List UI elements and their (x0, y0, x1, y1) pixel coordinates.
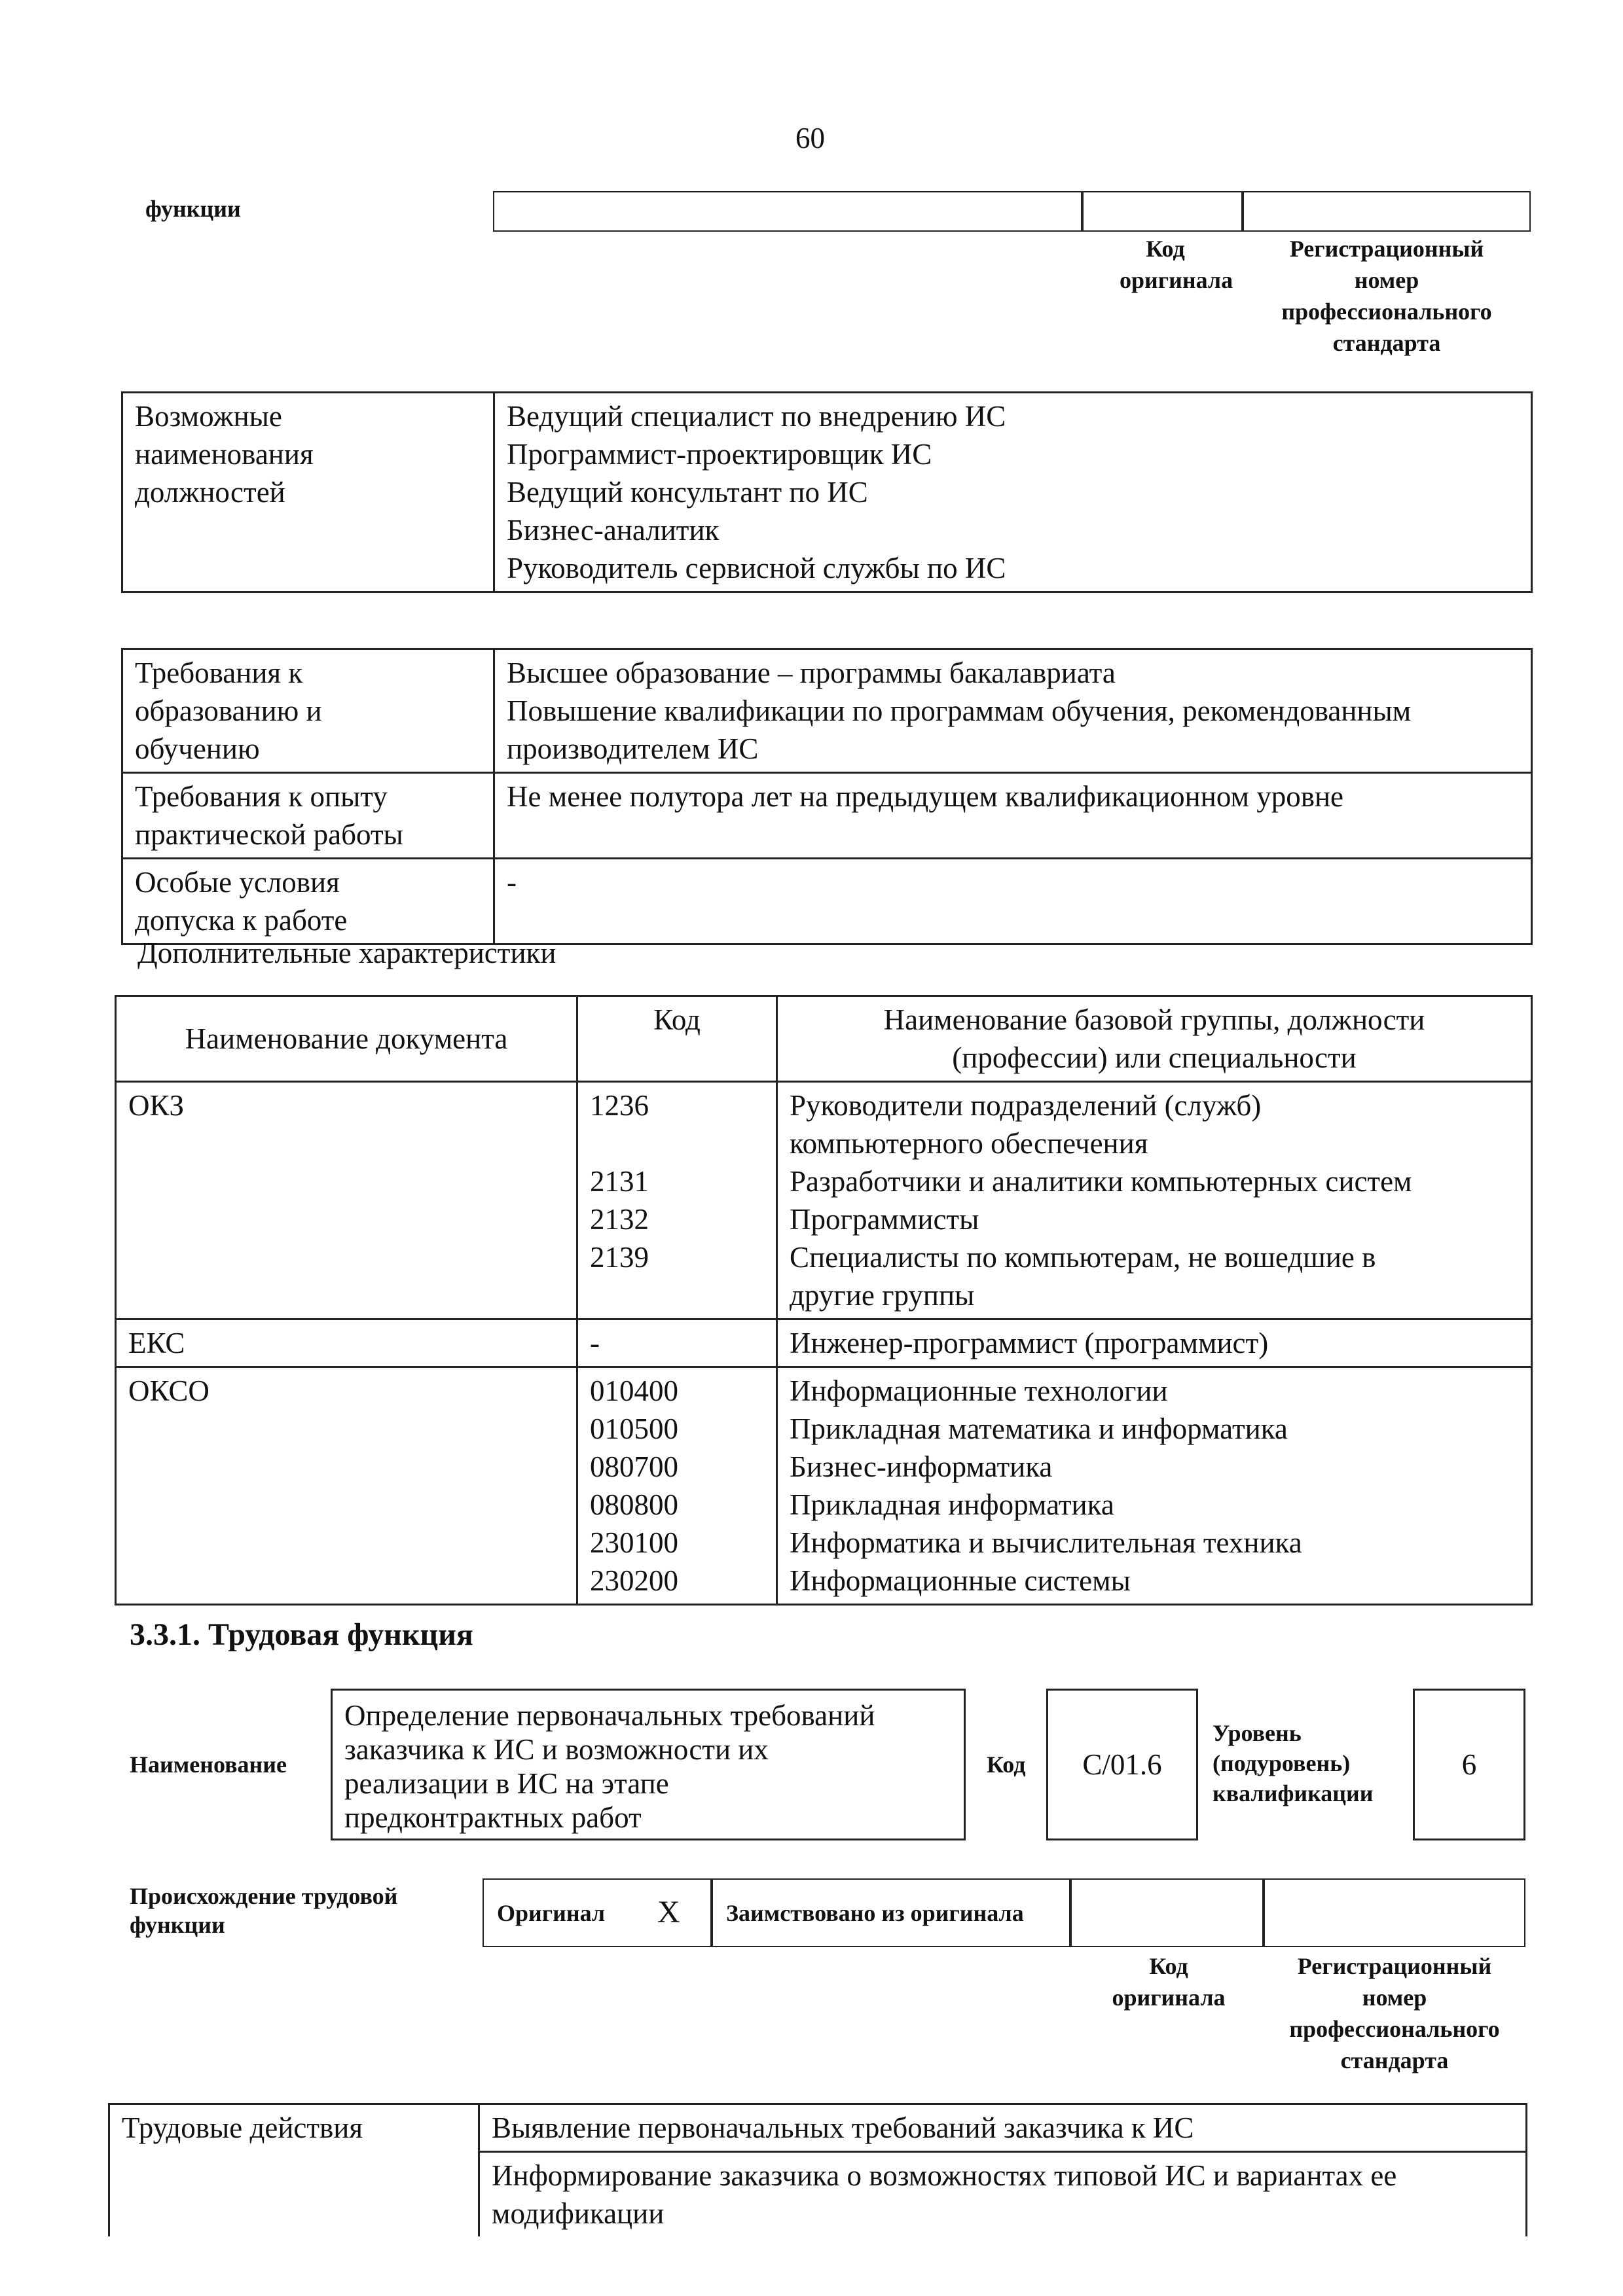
origin-reg-caption: Регистрационный номер профессионального стандарта (1289, 1953, 1500, 2073)
code-label: Код (987, 1751, 1026, 1778)
actions-table (108, 2103, 1527, 2236)
top-reg-caption: Регистрационный номер профессионального стандарта (1281, 236, 1492, 356)
education-row (122, 649, 1532, 773)
origin-code-caption: Код оригинала (1112, 1953, 1226, 2011)
function-label: функции (145, 196, 241, 222)
positions-table (121, 391, 1533, 593)
header-code: Код (577, 996, 777, 1082)
function-name-box: Определение первоначальных требований заказчика к ИС и возможности их реализации в ИС на этапе предконтрактных работ (331, 1689, 966, 1840)
group-codes: - (577, 1319, 777, 1367)
position-item: Ведущий консультант по ИС (507, 476, 868, 509)
group-codes: 1236 2131 2132 2139 (577, 1082, 777, 1319)
position-item: Программист-проектировщик ИС (507, 438, 932, 471)
additional-title: Дополнительные характеристики (137, 937, 556, 969)
experience-label: Требования к опыту практической работы (122, 773, 494, 859)
group-doc: ЕКС (116, 1319, 577, 1367)
positions-row (122, 393, 1532, 592)
actions-label: Трудовые действия (109, 2104, 479, 2237)
function-code-value: C/01.6 (1082, 1748, 1162, 1781)
additional-table (115, 995, 1533, 1605)
top-code-caption: Код оригинала (1120, 236, 1233, 293)
requirements-table (121, 648, 1533, 945)
origin-label: Происхождение трудовой функции (130, 1883, 398, 1938)
group-row-okz (116, 1082, 1532, 1319)
header-group: Наименование базовой группы, должности (профессии) или специальности (777, 996, 1532, 1082)
header-doc: Наименование документа (116, 996, 577, 1082)
original-cell: Оригинал X (483, 1878, 712, 1947)
action-item: Информирование заказчика о возможностях типовой ИС и вариантах ее модификации (479, 2152, 1527, 2237)
group-names: Руководители подразделений (служб) компьютерного обеспечения Разработчики и аналитики компьютерных систем Программисты Специалисты по компьютерам, не вошедшие в другие группы (777, 1082, 1532, 1319)
name-label: Наименование (130, 1751, 287, 1778)
experience-value: Не менее полутора лет на предыдущем квалификационном уровне (494, 773, 1532, 859)
top-field-box (493, 191, 1082, 232)
origin-code-box (1070, 1878, 1264, 1947)
action-item: Выявление первоначальных требований заказчика к ИС (479, 2104, 1527, 2152)
group-codes: 010400 010500 080700 080800 230100 230200 (577, 1367, 777, 1605)
group-names: Инженер-программист (программист) (777, 1319, 1532, 1367)
original-mark: X (657, 1895, 680, 1929)
section-heading: 3.3.1. Трудовая функция (130, 1617, 473, 1652)
education-value: Высшее образование – программы бакалавриата Повышение квалификации по программам обучения, рекомендованным производителем ИС (494, 649, 1532, 773)
group-row-eks (116, 1319, 1532, 1367)
top-reg-box (1243, 191, 1531, 232)
function-code-box (1046, 1689, 1198, 1840)
position-item: Ведущий специалист по внедрению ИС (507, 400, 1006, 433)
education-label: Требования к образованию и обучению (122, 649, 494, 773)
top-code-box (1082, 191, 1243, 232)
level-value: 6 (1461, 1748, 1477, 1781)
additional-header-row (116, 996, 1532, 1082)
origin-reg-box (1264, 1878, 1525, 1947)
page-number: 60 (795, 122, 825, 154)
group-row-okso (116, 1367, 1532, 1605)
position-item: Руководитель сервисной службы по ИС (507, 552, 1006, 584)
experience-row (122, 773, 1532, 859)
position-item: Бизнес-аналитик (507, 514, 720, 547)
special-label: Особые условия допуска к работе (122, 859, 494, 944)
borrowed-cell: Заимствовано из оригинала (712, 1878, 1070, 1947)
group-doc: ОКЗ (116, 1082, 577, 1319)
special-value: - (494, 859, 1532, 944)
positions-list (494, 393, 1532, 592)
special-row (122, 859, 1532, 944)
positions-label: Возможные наименования должностей (122, 393, 494, 592)
actions-row-1 (109, 2104, 1527, 2152)
group-names: Информационные технологии Прикладная математика и информатика Бизнес-информатика Прикладная информатика Информатика и вычислительная техника Информационные системы (777, 1367, 1532, 1605)
group-doc: ОКСО (116, 1367, 577, 1605)
level-box (1413, 1689, 1525, 1840)
level-label: Уровень (подуровень) квалификации (1213, 1720, 1374, 1806)
